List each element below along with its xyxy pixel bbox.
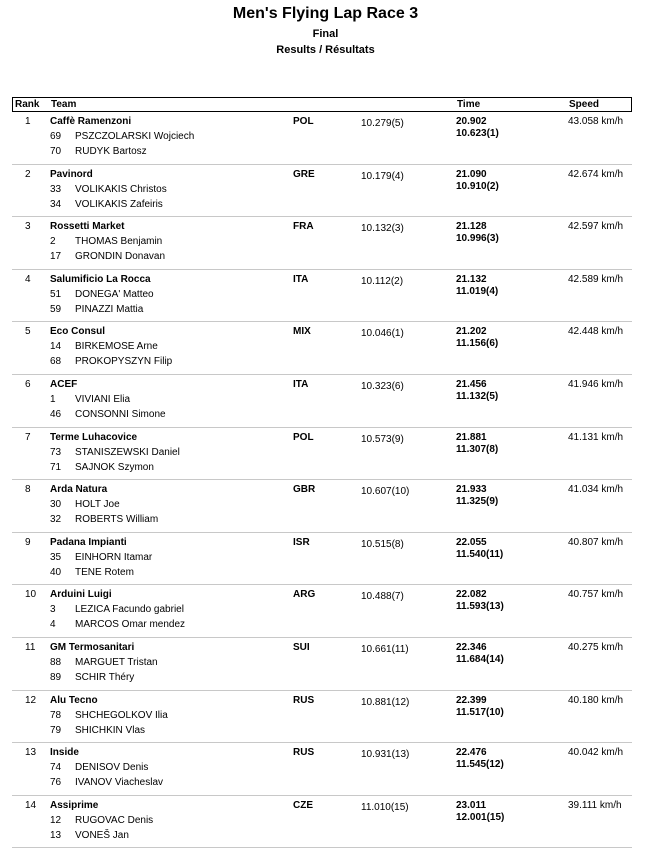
lap-time: 11.684(14) — [456, 653, 504, 665]
total-time: 21.456 — [456, 378, 487, 390]
rank-cell: 4 — [25, 273, 31, 285]
total-time: 21.202 — [456, 326, 487, 338]
table-row — [12, 796, 632, 848]
total-time: 22.476 — [456, 747, 487, 759]
speed-cell: 40.807 km/h — [568, 536, 624, 548]
speed-cell: 42.448 km/h — [568, 326, 624, 338]
table-row — [12, 743, 632, 796]
rider-number: 3 — [50, 604, 56, 616]
speed-cell: 41.946 km/h — [568, 378, 624, 390]
team-name: Salumificio La Rocca — [50, 273, 151, 285]
team-name: Alu Tecno — [50, 694, 98, 706]
table-row — [12, 112, 632, 165]
rider-name: SHICHKIN Vlas — [75, 724, 146, 736]
rider-name: VOLIKAKIS Christos — [75, 183, 167, 195]
rider-name: VOLIKAKIS Zafeiris — [75, 198, 163, 210]
lap-time: 12.001(15) — [456, 811, 505, 823]
table-row — [12, 480, 632, 533]
nation-code: GBR — [293, 484, 316, 496]
nation-code: POL — [293, 431, 314, 443]
rider-name: ROBERTS William — [75, 514, 159, 526]
rider-number: 32 — [50, 514, 62, 526]
team-name: Inside — [50, 747, 79, 759]
rider-number: 69 — [50, 131, 62, 142]
rider-number: 70 — [50, 146, 62, 157]
total-time: 21.090 — [456, 168, 487, 180]
split-time: 10.607(10) — [361, 486, 410, 498]
speed-cell: 40.042 km/h — [568, 747, 624, 759]
rank-cell: 13 — [25, 747, 37, 759]
split-time: 10.931(13) — [361, 749, 410, 761]
lap-time: 11.307(8) — [456, 443, 499, 455]
rider-number: 33 — [50, 183, 62, 195]
speed-cell: 41.034 km/h — [568, 484, 624, 496]
rider-name: PSZCZOLARSKI Wojciech — [75, 131, 195, 142]
total-time: 23.011 — [456, 799, 487, 811]
rider-number: 17 — [50, 251, 62, 263]
nation-code: ITA — [293, 378, 309, 390]
split-time: 10.881(12) — [361, 696, 410, 708]
total-time: 22.055 — [456, 536, 487, 548]
nation-code: ISR — [293, 536, 310, 548]
table-row — [12, 428, 632, 481]
rider-number: 88 — [50, 656, 62, 668]
rider-number: 30 — [50, 499, 62, 511]
table-row — [12, 638, 632, 691]
total-time: 21.881 — [456, 431, 487, 443]
rank-cell: 8 — [25, 484, 31, 496]
rider-number: 2 — [50, 236, 56, 248]
speed-cell: 42.674 km/h — [568, 168, 624, 180]
rider-number: 89 — [50, 671, 62, 683]
rank-cell: 7 — [25, 431, 31, 443]
total-time: 21.132 — [456, 273, 487, 285]
rider-name: HOLT Joe — [75, 499, 120, 511]
rank-cell: 12 — [25, 694, 37, 706]
lap-time: 11.132(5) — [456, 390, 499, 402]
rider-name: GRONDIN Donavan — [75, 251, 166, 263]
table-row — [12, 375, 632, 428]
table-row — [12, 270, 632, 323]
rider-number: 68 — [50, 356, 62, 368]
rider-name: MARGUET Tristan — [75, 656, 158, 668]
split-time: 10.573(9) — [361, 433, 404, 445]
lap-time: 11.325(9) — [456, 496, 499, 508]
team-name: Eco Consul — [50, 326, 106, 338]
results-body — [12, 112, 632, 848]
speed-cell: 42.597 km/h — [568, 221, 624, 233]
rider-number: 79 — [50, 724, 62, 736]
team-name: ACEF — [50, 378, 78, 390]
rider-number: 35 — [50, 551, 62, 563]
results-table — [12, 97, 632, 848]
rank-cell: 2 — [25, 168, 31, 180]
rider-name: RUGOVAC Denis — [75, 814, 154, 826]
team-name: Assiprime — [50, 799, 99, 811]
table-row — [12, 165, 632, 218]
rider-name: MARCOS Omar mendez — [75, 619, 186, 631]
nation-code: CZE — [293, 799, 313, 811]
team-name: Terme Luhacovice — [50, 431, 138, 443]
lap-time: 11.517(10) — [456, 706, 504, 718]
rider-name: DONEGA' Matteo — [75, 288, 154, 300]
rank-cell: 9 — [25, 536, 31, 548]
rider-name: RUDYK Bartosz — [75, 146, 147, 157]
split-time: 10.515(8) — [361, 538, 404, 550]
nation-code: ARG — [293, 589, 316, 601]
rider-name: IVANOV Viacheslav — [75, 777, 164, 789]
total-time: 22.346 — [456, 641, 487, 653]
col-rank-header: Rank — [15, 99, 40, 110]
split-time: 10.488(7) — [361, 591, 404, 603]
rider-number: 76 — [50, 777, 62, 789]
split-time: 10.661(11) — [361, 643, 409, 655]
total-time: 21.933 — [456, 484, 487, 496]
rider-name: PROKOPYSZYN Filip — [75, 356, 173, 368]
rank-cell: 10 — [25, 589, 37, 601]
rider-number: 71 — [50, 461, 62, 473]
lap-time: 11.019(4) — [456, 285, 499, 297]
total-time: 21.128 — [456, 221, 487, 233]
rider-number: 13 — [50, 829, 62, 841]
nation-code: ITA — [293, 273, 309, 285]
rider-number: 73 — [50, 446, 62, 458]
col-speed-header: Speed — [569, 99, 600, 110]
rank-cell: 14 — [25, 799, 37, 811]
team-name: Arda Natura — [50, 484, 108, 496]
nation-code: MIX — [293, 326, 311, 338]
split-time: 10.132(3) — [361, 223, 404, 235]
results-label: Results / Résultats — [276, 44, 375, 56]
team-name: Padana Impianti — [50, 536, 127, 548]
rider-name: LEZICA Facundo gabriel — [75, 604, 184, 616]
speed-cell: 40.757 km/h — [568, 589, 624, 601]
lap-time: 11.545(12) — [456, 759, 504, 771]
rider-name: SAJNOK Szymon — [75, 461, 154, 473]
rank-cell: 6 — [25, 378, 31, 390]
nation-code: GRE — [293, 168, 315, 180]
rider-number: 4 — [50, 619, 56, 631]
rank-cell: 1 — [25, 116, 31, 127]
speed-cell: 39.111 km/h — [568, 799, 622, 811]
rider-number: 1 — [50, 393, 56, 405]
col-time-header: Time — [457, 99, 481, 110]
nation-code: SUI — [293, 641, 310, 653]
lap-time: 11.593(13) — [456, 601, 504, 613]
total-time: 22.399 — [456, 694, 487, 706]
rider-name: CONSONNI Simone — [75, 408, 166, 420]
split-time: 10.046(1) — [361, 328, 404, 340]
rider-name: SHCHEGOLKOV Ilia — [75, 709, 168, 721]
lap-time: 10.996(3) — [456, 233, 499, 245]
rider-name: EINHORN Itamar — [75, 551, 153, 563]
table-row — [12, 533, 632, 586]
rider-number: 46 — [50, 408, 62, 420]
team-name: Rossetti Market — [50, 221, 125, 233]
nation-code: POL — [293, 116, 314, 127]
split-time: 10.179(4) — [361, 170, 404, 182]
nation-code: RUS — [293, 694, 315, 706]
race-phase: Final — [312, 28, 339, 40]
total-time: 22.082 — [456, 589, 487, 601]
rank-cell: 5 — [25, 326, 31, 338]
rider-name: DENISOV Denis — [75, 762, 149, 774]
split-time: 10.323(6) — [361, 380, 404, 392]
rider-name: VIVIANI Elia — [75, 393, 131, 405]
rider-number: 78 — [50, 709, 62, 721]
rider-number: 34 — [50, 198, 62, 210]
col-team-header: Team — [51, 99, 77, 110]
page-title: Men's Flying Lap Race 3 — [232, 5, 419, 22]
rider-name: SCHIR Théry — [75, 671, 135, 683]
split-time: 11.010(15) — [361, 801, 409, 813]
rider-name: BIRKEMOSE Arne — [75, 341, 158, 353]
lap-time: 10.910(2) — [456, 180, 499, 192]
rider-number: 59 — [50, 303, 62, 315]
table-row — [12, 322, 632, 375]
table-row — [12, 585, 632, 638]
speed-cell: 41.131 km/h — [568, 431, 624, 443]
rider-name: TENE Rotem — [75, 566, 134, 578]
rank-cell: 3 — [25, 221, 31, 233]
rank-cell: 11 — [25, 641, 36, 653]
lap-time: 10.623(1) — [456, 128, 499, 139]
team-name: Caffè Ramenzoni — [50, 116, 132, 127]
rider-name: THOMAS Benjamin — [75, 236, 163, 248]
split-time: 10.112(2) — [361, 275, 404, 287]
rider-name: PINAZZI Mattia — [75, 303, 144, 315]
nation-code: RUS — [293, 747, 315, 759]
nation-code: FRA — [293, 221, 314, 233]
rider-name: STANISZEWSKI Daniel — [75, 446, 180, 458]
lap-time: 11.540(11) — [456, 548, 504, 560]
rider-number: 51 — [50, 288, 62, 300]
speed-cell: 43.058 km/h — [568, 116, 624, 127]
table-row — [12, 217, 632, 270]
rider-number: 14 — [50, 341, 62, 353]
total-time: 20.902 — [456, 116, 487, 127]
rider-number: 74 — [50, 762, 62, 774]
speed-cell: 42.589 km/h — [568, 273, 624, 285]
rider-number: 12 — [50, 814, 62, 826]
team-name: GM Termosanitari — [50, 641, 135, 653]
table-row — [12, 691, 632, 744]
team-name: Arduini Luigi — [50, 589, 112, 601]
rider-number: 40 — [50, 566, 62, 578]
table-header — [12, 97, 632, 112]
lap-time: 11.156(6) — [456, 338, 499, 350]
rider-name: VONEŠ Jan — [75, 829, 129, 841]
speed-cell: 40.180 km/h — [568, 694, 624, 706]
split-time: 10.279(5) — [361, 118, 404, 129]
team-name: Pavinord — [50, 168, 93, 180]
speed-cell: 40.275 km/h — [568, 641, 624, 653]
